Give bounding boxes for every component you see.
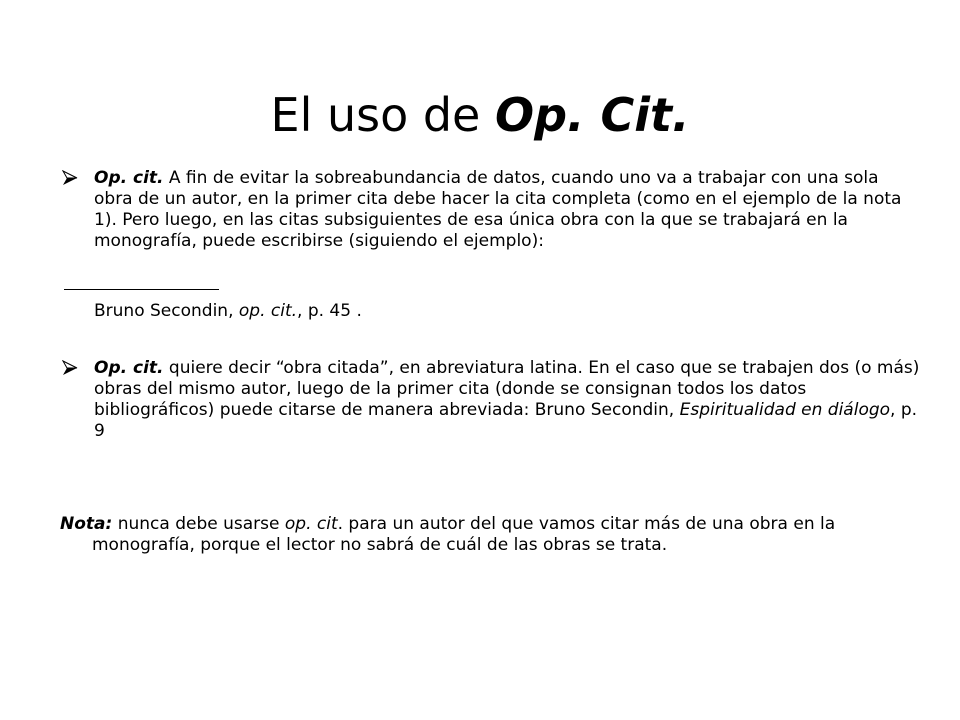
citation-example xyxy=(94,301,894,322)
citation-author: Bruno Secondin, xyxy=(94,301,239,321)
nota-label: Nota: xyxy=(60,514,113,534)
arrow-bullet-icon xyxy=(62,170,78,186)
bullet-lead-2: Op. cit. xyxy=(94,358,164,378)
title-prefix: El uso de xyxy=(270,87,495,142)
bullet-body-2b: , p. 9 xyxy=(94,400,918,441)
nota-paragraph xyxy=(60,514,932,556)
title-emphasis: Op. Cit. xyxy=(494,87,690,142)
nota-abbrev: op. cit xyxy=(284,514,338,534)
arrow-bullet-icon xyxy=(62,360,78,376)
bullet-item-2 xyxy=(62,358,922,442)
footnote-rule xyxy=(64,289,219,290)
bullet-work-title: Espiritualidad en diálogo xyxy=(679,400,891,420)
bullet-item-1 xyxy=(62,168,922,252)
bullet-lead-1: Op. cit. xyxy=(94,168,164,188)
bullet-body-1: A fin de evitar la sobreabundancia de datos, cuando uno va a trabajar con una sola obra de un autor, en la primer cita debe hacer la cita completa (como en el ejemplo de la nota 1). Pero luego, en las citas subsiguientes de esa única obra con la que se trabajará en la monografía, puede escribirse (siguiendo el ejemplo): xyxy=(94,168,902,251)
citation-page: , p. 45 . xyxy=(297,301,362,321)
bullet-text-1 xyxy=(94,168,922,252)
bullet-text-2 xyxy=(94,358,922,442)
nota-text-after: . para un autor del que vamos citar más de una obra en la monografía, porque el lector no sabrá de cuál de las obras se trata. xyxy=(92,514,836,555)
citation-abbrev: op. cit. xyxy=(238,301,298,321)
slide-title xyxy=(0,89,960,142)
bullet-body-2a: quiere decir “obra citada”, en abreviatura latina. En el caso que se trabajen dos (o más) obras del mismo autor, luego de la primer cita (donde se consignan todos los datos bibliográficos) puede citarse de manera abreviada: Bruno Secondin, xyxy=(94,358,920,420)
nota-text-before: nunca debe usarse xyxy=(112,514,285,534)
